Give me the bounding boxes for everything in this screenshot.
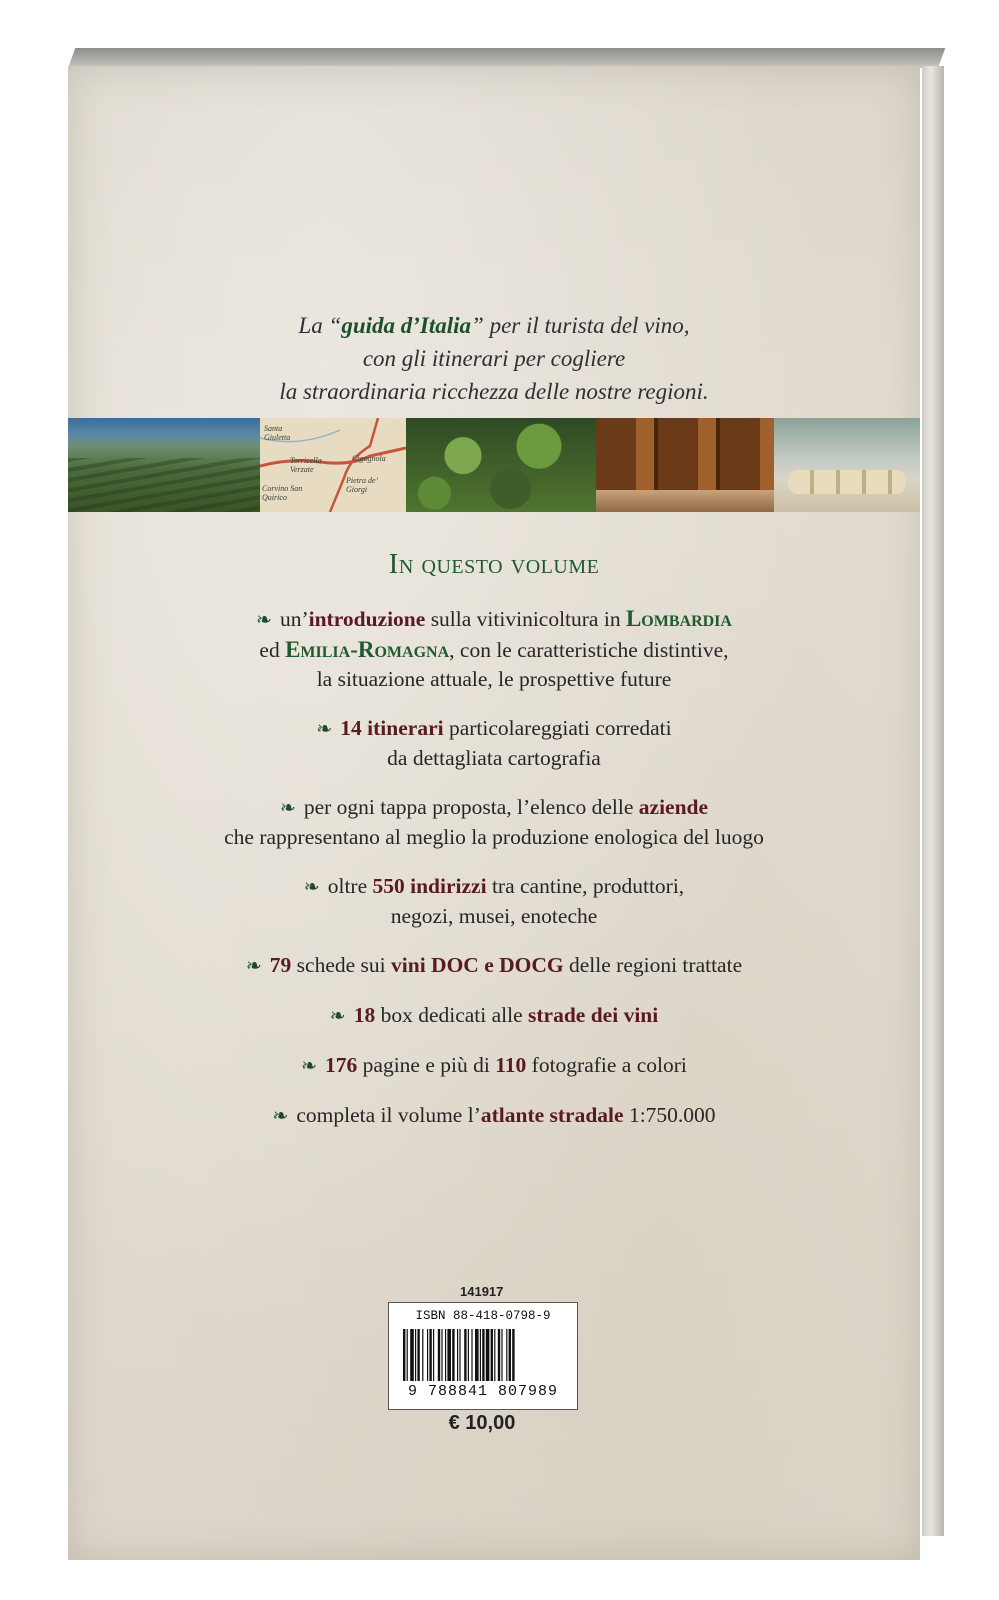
vineyard-photo <box>406 418 596 512</box>
vine-leaf-icon: ❧ <box>272 1105 289 1127</box>
book <box>58 48 938 1560</box>
tagline-line: la straordinaria ricchezza delle nostre regioni. <box>279 379 709 404</box>
section-heading: In questo volume <box>388 548 600 580</box>
vine-leaf-icon: ❧ <box>329 1005 346 1027</box>
feature-item: ❧ 14 itinerari particolareggiati corredati da dettagliata cartografia <box>316 716 672 770</box>
map-label: Torricella Verzate <box>290 456 322 474</box>
tagline-text: ” per il turista del vino, <box>471 313 690 338</box>
page-edge <box>922 66 944 1536</box>
feature-item: ❧ per ogni tappa proposta, l’elenco delle aziende che rappresentano al meglio la produzione enologica del luogo <box>224 795 764 849</box>
photo-strip <box>68 418 920 512</box>
feature-item: ❧ 79 schede sui vini DOC e DOCG delle regioni trattate <box>245 953 743 977</box>
feature-list <box>68 604 920 1151</box>
tagline-text: La “ <box>298 313 342 338</box>
vine-leaf-icon: ❧ <box>303 876 320 898</box>
feature-item: ❧ un’introduzione sulla vitivinicoltura in Lombardia ed Emilia-Romagna, con le caratteristiche distintive, la situazione attuale, le prospettive future <box>256 606 732 691</box>
vine-leaf-icon: ❧ <box>245 955 262 977</box>
cheese-photo <box>774 418 920 512</box>
stock-code: 141917 <box>460 1284 504 1299</box>
tagline <box>68 309 920 408</box>
feature-item: ❧ 176 pagine e più di 110 fotografie a colori <box>301 1053 687 1077</box>
back-cover <box>68 66 920 1560</box>
barrels-photo <box>596 418 774 512</box>
vine-leaf-icon: ❧ <box>316 718 333 740</box>
feature-item: ❧ 18 box dedicati alle strade dei vini <box>329 1003 659 1027</box>
map-label: Cigognola <box>352 454 386 463</box>
barcode <box>388 1302 578 1410</box>
vine-leaf-icon: ❧ <box>256 609 272 631</box>
feature-item: ❧ oltre 550 indirizzi tra cantine, produttori, negozi, musei, enoteche <box>303 874 685 928</box>
feature-item: ❧ completa il volume l’atlante stradale 1:750.000 <box>272 1103 716 1127</box>
vine-leaf-icon: ❧ <box>301 1055 318 1077</box>
price: € 10,00 <box>448 1412 516 1434</box>
map-label: Pietra de’ Giorgi <box>346 476 378 494</box>
map-label: Corvino San Quirico <box>262 484 303 502</box>
map-label: Santa Giuletta <box>264 424 291 442</box>
barcode-bars <box>403 1329 565 1381</box>
map-photo <box>260 418 406 512</box>
ean-text: 9 788841 807989 <box>407 1383 559 1400</box>
vine-leaf-icon: ❧ <box>279 797 296 819</box>
top-edge <box>68 48 945 68</box>
landscape-photo <box>68 418 260 512</box>
isbn-text: ISBN 88-418-0798-9 <box>415 1309 551 1323</box>
tagline-emphasis: guida d’Italia <box>341 313 472 338</box>
tagline-line: con gli itinerari per cogliere <box>362 346 626 371</box>
